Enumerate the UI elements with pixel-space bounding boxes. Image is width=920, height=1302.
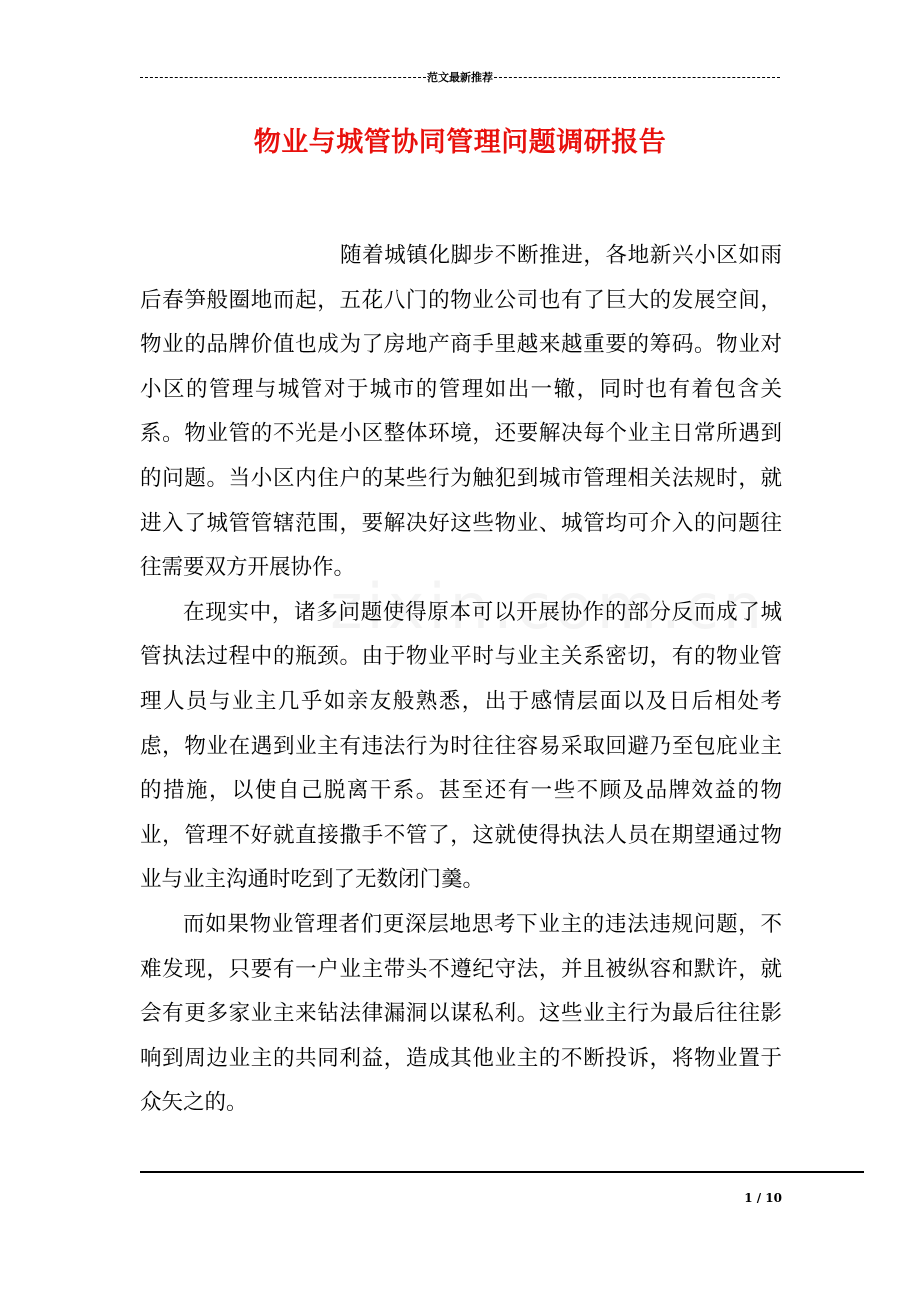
header-dash-right: [494, 77, 780, 78]
header-dash-left: [140, 77, 426, 78]
footer-rule: [140, 1171, 864, 1173]
page-header: [140, 67, 780, 87]
paragraph: 随着城镇化脚步不断推进，各地新兴小区如雨后春笋般圈地而起，五花八门的物业公司也有了巨大的发展空间，物业的品牌价值也成为了房地产商手里越来越重要的筹码。物业对小区的管理与城管对于城市的管理如出一辙，同时也有着包含关系。物业管的不光是小区整体环境，还要解决每个业主日常所遇到的问题。当小区内住户的某些行为触犯到城市管理相关法规时，就进入了城管管辖范围，要解决好这些物业、城管均可介入的问题往往需要双方开展协作。: [140, 243, 782, 581]
paragraph: 在现实中，诸多问题使得原本可以开展协作的部分反而成了城管执法过程中的瓶颈。由于物业平时与业主关系密切，有的物业管理人员与业主几乎如亲友般熟悉，出于感情层面以及日后相处考虑，物业在遇到业主有违法行为时往往容易采取回避乃至包庇业主的措施，以使自己脱离干系。甚至还有一些不顾及品牌效益的物业，管理不好就直接撒手不管了，这就使得执法人员在期望通过物业与业主沟通时吃到了无数闭门羹。: [140, 599, 782, 893]
document-title: 物业与城管协同管理问题调研报告: [253, 127, 667, 158]
paragraph: 而如果物业管理者们更深层地思考下业主的违法违规问题，不难发现，只要有一户业主带头不遵纪守法，并且被纵容和默许，就会有更多家业主来钻法律漏洞以谋私利。这些业主行为最后往往影响到周边业主的共同利益，造成其他业主的不断投诉，将物业置于众矢之的。: [140, 911, 782, 1116]
header-label: 范文最新推荐: [427, 71, 493, 84]
page-number: 1 / 10: [744, 1191, 782, 1205]
document-body: [140, 234, 782, 1126]
